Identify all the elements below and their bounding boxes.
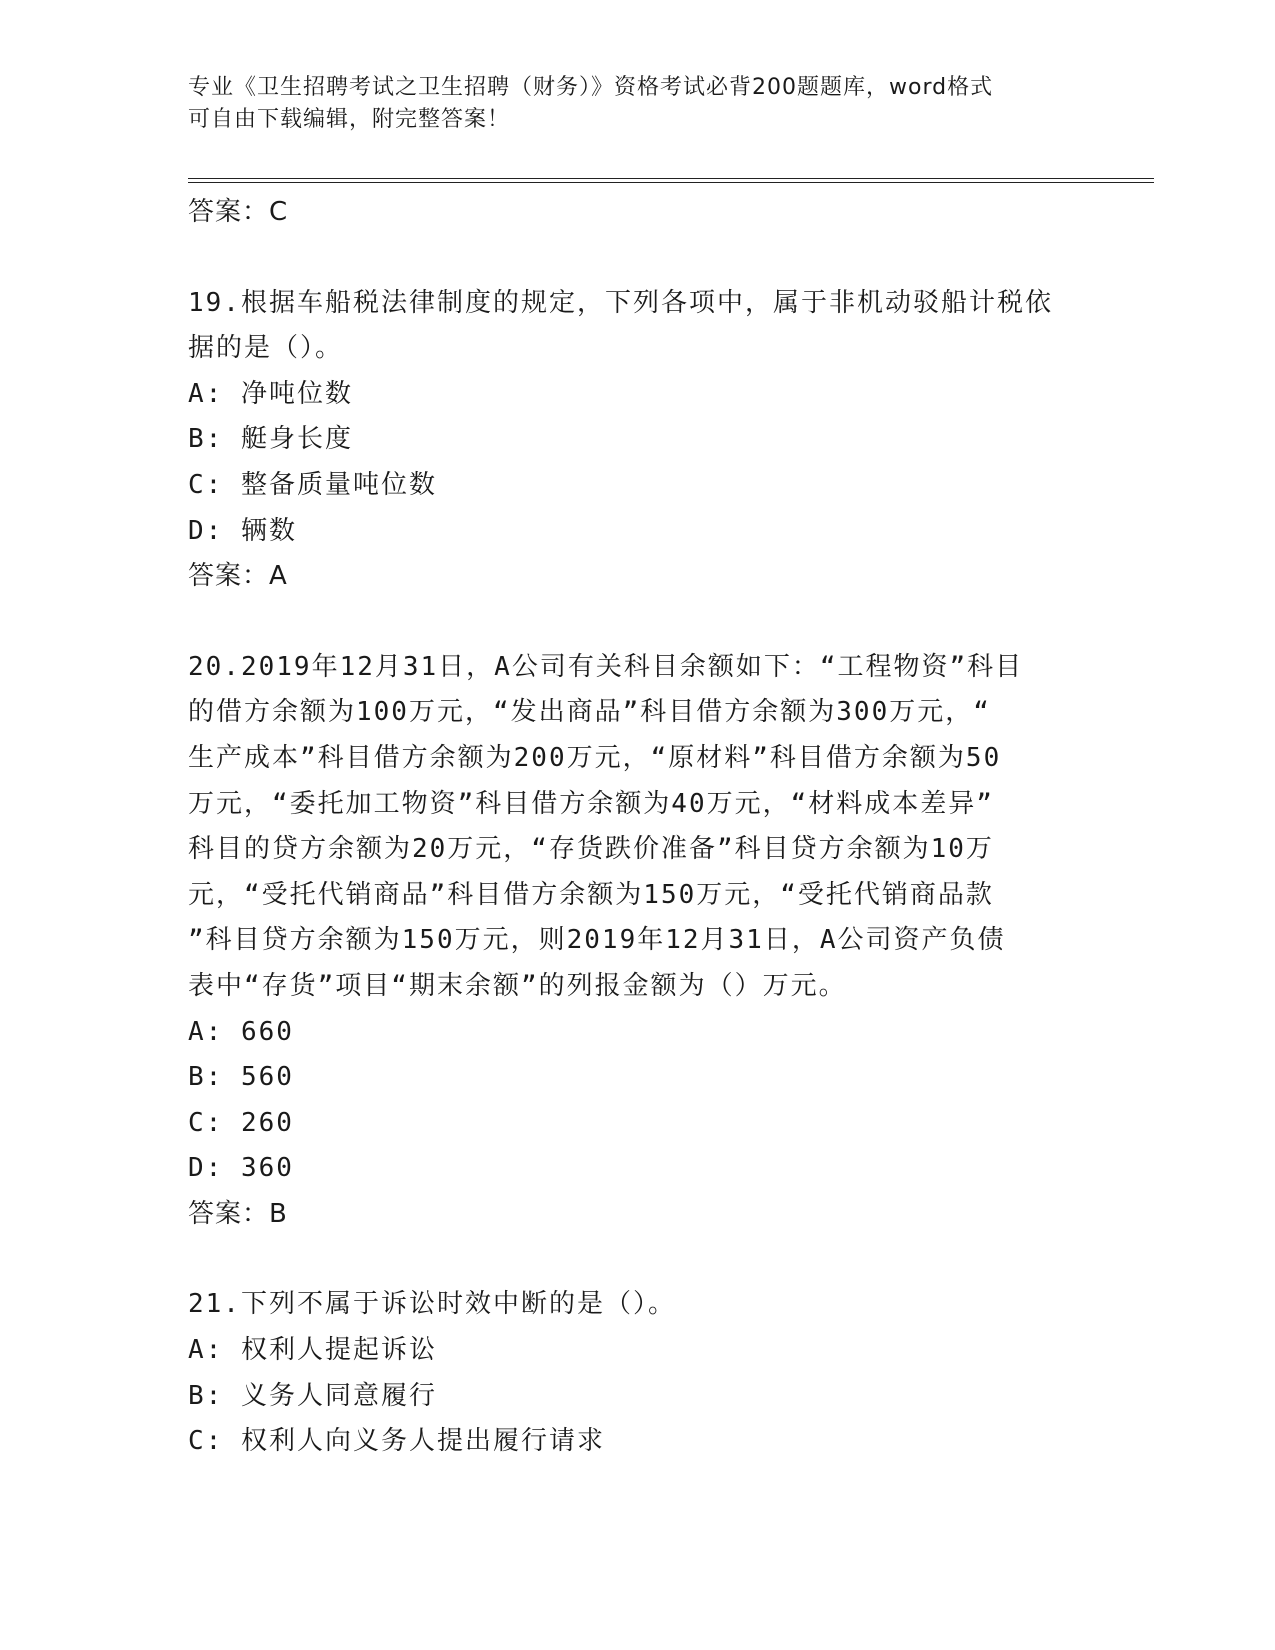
- spacer: [188, 236, 1088, 281]
- option-c: [188, 1419, 1088, 1465]
- question-line: 21.下列不属于诉讼时效中断的是（）。: [188, 1289, 676, 1320]
- question-list: [188, 190, 1088, 1465]
- option-letter: A:: [188, 1016, 224, 1047]
- option-text: 560: [240, 1062, 294, 1093]
- header-double-rule: [188, 178, 1154, 183]
- option-c: [188, 1101, 1088, 1147]
- spacer: [188, 1237, 1088, 1282]
- option-letter: D:: [188, 515, 224, 546]
- option-text: 权利人提起诉讼: [240, 1335, 437, 1366]
- question-line: 万元，“委托加工物资”科目借方余额为40万元，“材料成本差异”: [188, 788, 994, 819]
- option-text: 权利人向义务人提出履行请求: [240, 1426, 605, 1457]
- question-20-text: [188, 645, 1088, 1010]
- option-text: 义务人同意履行: [240, 1380, 437, 1411]
- header-line-1: 专业《卫生招聘考试之卫生招聘（财务）》资格考试必背200题题库，word格式: [188, 75, 994, 100]
- document-header: [188, 72, 1068, 136]
- option-letter: B:: [188, 1062, 224, 1093]
- option-a: [188, 1328, 1088, 1374]
- option-d: [188, 1146, 1088, 1192]
- question-line: ”科目贷方余额为150万元，则2019年12月31日，A公司资产负债: [188, 925, 1006, 956]
- option-d: [188, 509, 1088, 555]
- option-letter: C:: [188, 1426, 224, 1457]
- header-line-2: 可自由下载编辑，附完整答案！: [188, 107, 511, 132]
- question-line: 19.根据车船税法律制度的规定，下列各项中，属于非机动驳船计税依: [188, 287, 1053, 318]
- option-b: [188, 1055, 1088, 1101]
- option-letter: D:: [188, 1153, 224, 1184]
- question-line: 的借方余额为100万元，“发出商品”科目借方余额为300万元，“: [188, 697, 991, 728]
- option-letter: B:: [188, 424, 224, 455]
- question-19: [188, 281, 1088, 600]
- option-b: [188, 1374, 1088, 1420]
- question-21: [188, 1282, 1088, 1464]
- option-text: 660: [240, 1016, 294, 1047]
- option-a: [188, 372, 1088, 418]
- previous-answer: 答案：C: [188, 197, 289, 227]
- option-a: [188, 1010, 1088, 1056]
- question-line: 元，“受托代销商品”科目借方余额为150万元，“受托代销商品款: [188, 879, 994, 910]
- option-b: [188, 417, 1088, 463]
- question-19-answer: 答案：A: [188, 561, 288, 592]
- option-letter: C:: [188, 469, 224, 500]
- question-line: 科目的贷方余额为20万元，“存货跌价准备”科目贷方余额为10万: [188, 834, 994, 865]
- question-20-answer: 答案：B: [188, 1198, 288, 1229]
- question-line: 据的是（）。: [188, 333, 344, 364]
- option-text: 艇身长度: [240, 424, 353, 455]
- option-letter: A:: [188, 1335, 224, 1366]
- option-text: 辆数: [240, 515, 297, 546]
- option-c: [188, 463, 1088, 509]
- question-20: [188, 645, 1088, 1238]
- option-letter: C:: [188, 1107, 224, 1138]
- question-line: 生产成本”科目借方余额为200万元，“原材料”科目借方余额为50: [188, 742, 1002, 773]
- spacer: [188, 600, 1088, 645]
- option-letter: B:: [188, 1380, 224, 1411]
- question-line: 表中“存货”项目“期末余额”的列报金额为（）万元。: [188, 970, 847, 1001]
- question-line: 20.2019年12月31日，A公司有关科目余额如下：“工程物资”科目: [188, 651, 1024, 682]
- option-text: 整备质量吨位数: [240, 469, 437, 500]
- option-text: 360: [240, 1153, 294, 1184]
- question-19-text: [188, 281, 1088, 372]
- option-text: 净吨位数: [240, 378, 353, 409]
- option-letter: A:: [188, 378, 224, 409]
- option-text: 260: [240, 1107, 294, 1138]
- question-21-text: [188, 1282, 1088, 1328]
